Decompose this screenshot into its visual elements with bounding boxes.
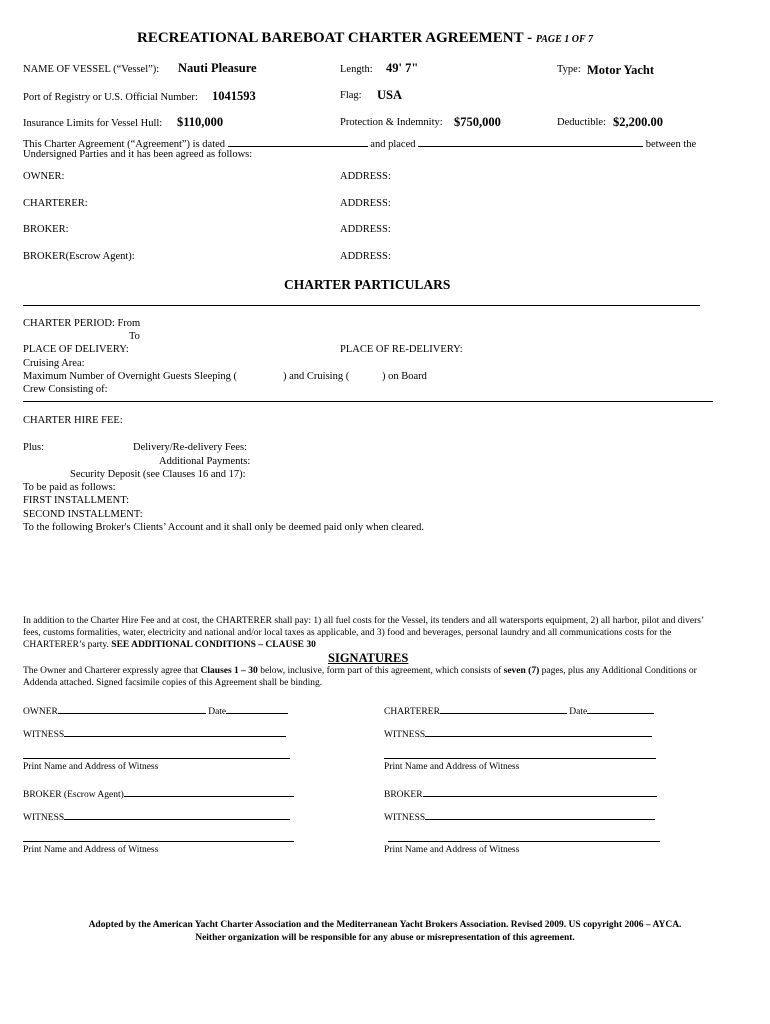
type-label: Type: [557,64,581,75]
footer-line-2: Neither organization will be responsible for any abuse or misrepresentation of this agreement. [195,932,575,943]
delivery-fees-label: Delivery/Re-delivery Fees: [133,442,248,453]
sig-p2: below, inclusive, form part of this agreement, which consists of [260,666,502,676]
account-text: To the following Broker's Clients’ Account and it shall only be deemed paid only when cleared. [23,522,425,533]
between-text: between the [645,139,697,150]
broker-escrow-witness-print-line[interactable] [23,841,294,842]
broker-escrow-label: BROKER(Escrow Agent): [23,251,135,262]
registry-label: Port of Registry or U.S. Official Number: [23,92,198,103]
signatures-paragraph [23,665,723,689]
broker-label: BROKER: [23,224,69,235]
broker-escrow-witness-field[interactable] [64,809,290,820]
period-from-label: CHARTER PERIOD: From [23,318,141,329]
sig-seven: seven (7) [503,666,540,676]
registry-value: 1041593 [212,89,256,103]
particulars-divider-bottom [23,401,713,402]
charterer-witness-print-line[interactable] [384,758,656,759]
redelivery-label: PLACE OF RE-DELIVERY: [340,344,463,355]
broker-escrow-sign-line [23,786,294,800]
charterer-signature-field[interactable] [440,703,567,714]
charterer-sign-line [384,703,654,717]
protection-value: $750,000 [454,115,501,129]
agreement-dated-line [23,136,696,150]
hire-fee-label: CHARTER HIRE FEE: [23,415,123,426]
length-value: 49' 7" [386,61,419,75]
charterer-witness-label: WITNESS [384,730,426,740]
broker-signature-field[interactable] [423,786,657,797]
broker-sign-line [384,786,657,800]
owner-witness-print-line[interactable] [23,758,290,759]
insurance-value: $110,000 [177,115,224,129]
title-text: RECREATIONAL BAREBOAT CHARTER AGREEMENT - [137,30,536,46]
charterer-witness-line [384,726,652,740]
vessel-name-label: NAME OF VESSEL (“Vessel”): [23,64,160,75]
signatures-heading: SIGNATURES [328,651,409,665]
owner-sign-label: OWNER [23,707,58,717]
owner-witness-line [23,726,286,740]
costs-paragraph [23,615,723,651]
costs-text: In addition to the Charter Hire Fee and at cost, the CHARTERER shall pay: 1) all fuel costs for the Vessel, its tenders and all watersports equipment, 2) all harbor, pilot and divers’ fees, customs formalities, water, electricity and national and/or local taxes as applicable, and 3) food and beverages, personal laundry and all communications costs for the CHARTERER’s party. [23,616,704,650]
owner-sign-line [23,703,288,717]
broker-escrow-address-label: ADDRESS: [340,251,391,262]
length-label: Length: [340,64,373,75]
charterer-witness-field[interactable] [425,726,652,737]
delivery-label: PLACE OF DELIVERY: [23,344,129,355]
sig-p3: pages, plus any Additional Conditions or Addenda attached. Signed facsimile copies of this Agreement shall be binding. [23,666,697,688]
owner-witness-label: WITNESS [23,730,65,740]
charterer-sign-label: CHARTERER [384,707,440,717]
dated-blank[interactable] [228,136,368,147]
insurance-label: Insurance Limits for Vessel Hull: [23,118,163,129]
owner-label: OWNER: [23,171,65,182]
owner-date-field[interactable] [226,703,288,714]
charter-particulars-heading: CHARTER PARTICULARS [284,277,451,292]
crew-label: Crew Consisting of: [23,384,108,395]
owner-witness-field[interactable] [64,726,286,737]
broker-address-label: ADDRESS: [340,224,391,235]
broker-witness-line [384,809,655,823]
charterer-date-label: Date [569,707,588,717]
protection-label: Protection & Indemnity: [340,117,443,128]
on-board-label: ) on Board [382,371,427,382]
footer [10,919,760,944]
cruising-label: ) and Cruising ( [283,371,350,382]
page-indicator: PAGE 1 OF 7 [535,34,593,45]
broker-witness-print-line[interactable] [388,841,660,842]
deductible-value: $2,200.00 [613,115,663,129]
broker-witness-field[interactable] [425,809,655,820]
paid-as-follows-label: To be paid as follows: [23,482,116,493]
owner-date-label: Date [208,707,227,717]
owner-address-label: ADDRESS: [340,171,391,182]
cruising-area-label: Cruising Area: [23,358,85,369]
charterer-witness-print-label: Print Name and Address of Witness [384,762,520,772]
document-title [137,30,593,47]
flag-value: USA [377,88,403,102]
sig-clauses: Clauses 1 – 30 [200,666,258,676]
placed-blank[interactable] [418,136,643,147]
period-to-label: To [129,331,140,342]
broker-escrow-witness-print-label: Print Name and Address of Witness [23,845,159,855]
footer-line-1: Adopted by the American Yacht Charter Association and the Mediterranean Yacht Brokers Association. Revised 2009. US copyright 2006 – AYCA. [88,920,682,930]
additional-payments-label: Additional Payments: [159,456,251,467]
plus-label: Plus: [23,442,45,453]
type-value: Motor Yacht [587,63,654,77]
broker-escrow-signature-field[interactable] [124,786,294,797]
deductible-label: Deductible: [557,117,606,128]
owner-signature-field[interactable] [58,703,206,714]
broker-sign-label: BROKER [384,790,423,800]
particulars-divider-top [23,305,700,306]
max-guests-label: Maximum Number of Overnight Guests Sleeping ( [23,371,238,382]
broker-witness-label: WITNESS [384,813,426,823]
costs-bold-tail: SEE ADDITIONAL CONDITIONS – CLAUSE 30 [111,640,316,650]
flag-label: Flag: [340,90,362,101]
charterer-address-label: ADDRESS: [340,198,391,209]
sig-p1: The Owner and Charterer expressly agree that [23,666,199,676]
parties-text: Undersigned Parties and it has been agreed as follows: [23,149,253,160]
owner-witness-print-label: Print Name and Address of Witness [23,762,159,772]
first-installment-label: FIRST INSTALLMENT: [23,495,130,506]
broker-escrow-witness-line [23,809,290,823]
broker-witness-print-label: Print Name and Address of Witness [384,845,520,855]
dated-text: This Charter Agreement (“Agreement”) is dated [23,139,226,150]
charterer-date-field[interactable] [587,703,654,714]
charterer-label: CHARTERER: [23,198,88,209]
second-installment-label: SECOND INSTALLMENT: [23,509,143,520]
vessel-name-value: Nauti Pleasure [178,61,257,75]
placed-text: and placed [370,139,416,150]
broker-escrow-witness-label: WITNESS [23,813,65,823]
security-deposit-label: Security Deposit (see Clauses 16 and 17): [70,469,246,480]
broker-escrow-sign-label: BROKER (Escrow Agent) [23,790,124,800]
